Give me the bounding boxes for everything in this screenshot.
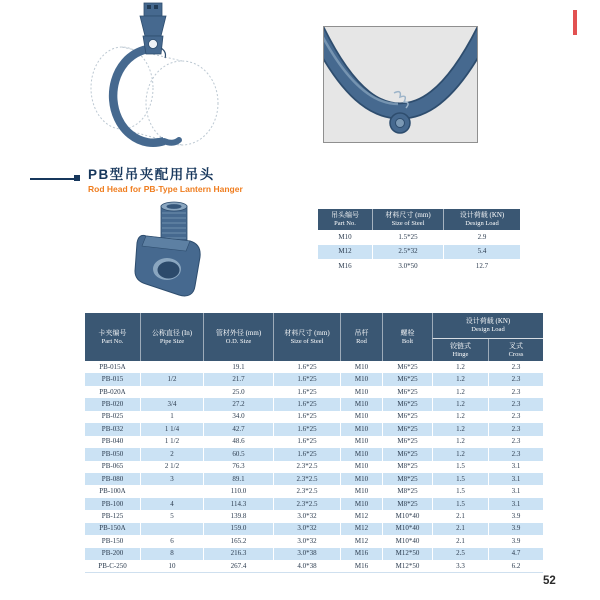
clamp-band-hook (164, 140, 179, 143)
table-cell: 1.2 (432, 386, 488, 398)
table-cell: 2.3 (488, 436, 543, 448)
table-cell: 1.2 (432, 411, 488, 423)
table-row (85, 373, 543, 385)
table-cell: 1.6*25 (273, 448, 340, 460)
table-cell: 89.1 (203, 473, 273, 485)
table-cell: 19.1 (203, 361, 273, 373)
rod-head-illustration (106, 200, 236, 302)
table-cell: M6*25 (382, 373, 432, 385)
table-row (85, 548, 543, 560)
table-cell: 165.2 (203, 535, 273, 547)
table-row (85, 423, 543, 435)
col-od-size: 管材外径 (mm) O.D. Size (203, 313, 273, 361)
table-row (85, 498, 543, 510)
table-cell: 76.3 (203, 461, 273, 473)
title-leader-dot (74, 175, 80, 181)
table-cell: M10 (340, 423, 382, 435)
table-cell: 1.2 (432, 373, 488, 385)
table-cell: 3.9 (488, 510, 543, 522)
table-row (85, 398, 543, 410)
table-cell: PB-040 (101, 437, 124, 446)
table-cell: 3.3 (432, 560, 488, 572)
table-cell: M10 (338, 232, 352, 241)
table-cell: 2.1 (432, 510, 488, 522)
table-cell: 139.8 (203, 510, 273, 522)
section-subtitle: Rod Head for PB-Type Lantern Hanger (88, 184, 243, 194)
table-cell: 60.5 (203, 448, 273, 460)
table-cell: M12 (318, 245, 372, 260)
table-row (85, 448, 543, 460)
table-cell: 1.2 (432, 423, 488, 435)
table-cell: PB-200 (85, 548, 140, 560)
table-cell: 2.3 (488, 398, 543, 410)
table-cell: M8*25 (382, 485, 432, 497)
table-cell: 34.0 (203, 411, 273, 423)
table-cell: 1.5*25 (372, 230, 443, 245)
table-cell: 1.6*25 (273, 386, 340, 398)
table-cell: M10 (340, 373, 382, 385)
table-cell: 1 1/2 (140, 436, 203, 448)
table-cell: M6*25 (382, 423, 432, 435)
table-cell: M6*25 (382, 398, 432, 410)
table-cell: M10 (340, 436, 382, 448)
table-cell: 1.5 (432, 498, 488, 510)
table-cell: 2.3 (488, 361, 543, 373)
table-cell: M6*25 (382, 361, 432, 373)
table-cell: M6*25 (382, 436, 432, 448)
table-cell: PB-C-250 (98, 561, 127, 570)
table-cell: 27.2 (203, 398, 273, 410)
table-cell: 1.6*25 (273, 361, 340, 373)
table-cell: 2.1 (432, 535, 488, 547)
table-cell: M10*40 (382, 523, 432, 535)
table-cell: 3.0*32 (273, 510, 340, 522)
table-row (85, 485, 543, 497)
table-row (85, 560, 543, 572)
table-row (85, 411, 543, 423)
table-cell: 3.0*32 (273, 535, 340, 547)
table-cell: PB-065 (101, 462, 124, 471)
table-cell: M8*25 (382, 461, 432, 473)
table-cell: 4.7 (488, 548, 543, 560)
table-cell: PB-150 (101, 536, 124, 545)
table-cell: 2.3*2.5 (273, 461, 340, 473)
table-cell: M10 (340, 361, 382, 373)
table-cell: 42.7 (203, 423, 273, 435)
table-cell: PB-125 (101, 511, 124, 520)
table-cell: M12*50 (382, 548, 432, 560)
table-cell: PB-032 (85, 423, 140, 435)
table-cell: M12*50 (382, 560, 432, 572)
band-detail-box (323, 26, 478, 143)
table-cell: M10 (340, 461, 382, 473)
table-cell: 159.0 (203, 523, 273, 535)
rod-head-spec-table (318, 209, 520, 274)
table-cell: PB-020A (99, 387, 126, 396)
table-cell: M10*40 (382, 510, 432, 522)
table-cell: 2 1/2 (140, 461, 203, 473)
table-cell: 3.1 (488, 461, 543, 473)
table-cell: 216.3 (203, 548, 273, 560)
table-cell: PB-150A (85, 523, 140, 535)
table-cell: M10 (340, 411, 382, 423)
table-cell: 2.9 (443, 230, 520, 245)
table-cell: 2.3 (488, 373, 543, 385)
table-cell: 10 (140, 560, 203, 572)
table-cell: 4 (140, 498, 203, 510)
col-bolt: 螺栓 Bolt (382, 313, 432, 361)
table-cell: M8*25 (382, 498, 432, 510)
table-cell: M10 (340, 485, 382, 497)
table-cell: 5.4 (443, 245, 520, 260)
table-cell: 110.0 (203, 485, 273, 497)
table-cell: 1.6*25 (273, 423, 340, 435)
table-cell: 6 (140, 535, 203, 547)
band-detail-illustration (324, 27, 477, 142)
table-cell: 1.2 (432, 398, 488, 410)
table-cell: 48.6 (203, 436, 273, 448)
table-cell: M16 (338, 261, 352, 270)
table-row (85, 523, 543, 535)
table-cell: PB-025 (101, 412, 124, 421)
table-cell: 267.4 (203, 560, 273, 572)
table-cell: 1.6*25 (273, 373, 340, 385)
table-cell: M16 (340, 560, 382, 572)
table-row (85, 436, 543, 448)
table-cell: 25.0 (203, 386, 273, 398)
table-cell: 2 (140, 448, 203, 460)
table-cell: PB-015 (85, 373, 140, 385)
table-cell: M12 (340, 510, 382, 522)
table-cell: 1/2 (140, 373, 203, 385)
col-size-of-steel: 材料尺寸 (mm) Size of Steel (372, 209, 443, 230)
rod-head-body (135, 235, 200, 296)
table-cell: 2.1 (432, 523, 488, 535)
table-cell: 1 1/4 (140, 423, 203, 435)
table-cell: PB-100 (85, 498, 140, 510)
col-rod: 吊杆 Rod (340, 313, 382, 361)
rod-head-spec-table-header (318, 209, 520, 230)
table-cell: M12 (340, 535, 382, 547)
table-cell (140, 523, 203, 535)
table-cell: M10 (340, 386, 382, 398)
table-cell: 1.2 (432, 361, 488, 373)
table-cell: 2.3 (488, 423, 543, 435)
table-cell: 2.3*2.5 (273, 473, 340, 485)
table-cell: 21.7 (203, 373, 273, 385)
table-cell: PB-080 (85, 473, 140, 485)
table-cell: 2.3*2.5 (273, 498, 340, 510)
table-cell: M6*25 (382, 448, 432, 460)
table-cell: 1.2 (432, 436, 488, 448)
table-row (318, 245, 520, 260)
table-cell: 3.9 (488, 535, 543, 547)
table-row (85, 361, 543, 373)
col-part-no: 卡夹编号 Part No. (85, 313, 140, 361)
table-cell: 1.6*25 (273, 436, 340, 448)
table-cell: 1.6*25 (273, 411, 340, 423)
table-cell: 4.0*38 (273, 560, 340, 572)
col-cross: 叉式 Cross (488, 339, 543, 361)
table-cell: M10 (340, 498, 382, 510)
table-cell: M6*25 (382, 386, 432, 398)
table-cell: 114.3 (203, 498, 273, 510)
table-cell: 1.6*25 (273, 398, 340, 410)
col-size-of-steel: 材料尺寸 (mm) Size of Steel (273, 313, 340, 361)
table-cell: 1.2 (432, 448, 488, 460)
table-row (85, 473, 543, 485)
table-cell: PB-100A (99, 487, 126, 496)
table-cell: 3.1 (488, 485, 543, 497)
table-cell: M10 (340, 398, 382, 410)
table-cell: 2.3 (488, 448, 543, 460)
page-number: 52 (543, 575, 556, 587)
col-design-load-group: 设计荷载 (KN) Design Load (432, 313, 543, 339)
table-cell: 1.5 (432, 473, 488, 485)
table-cell (140, 485, 203, 497)
col-design-load: 设计荷载 (KN) Design Load (443, 209, 520, 230)
section-title: PB型吊夹配用吊头 (88, 167, 215, 182)
table-cell: PB-050 (85, 448, 140, 460)
table-cell: M12 (340, 523, 382, 535)
table-row (85, 461, 543, 473)
table-cell: 3/4 (140, 398, 203, 410)
table-cell: 12.7 (443, 259, 520, 274)
table-cell: 2.3 (488, 386, 543, 398)
clamp-band (113, 49, 164, 143)
clamp-spec-table (85, 313, 543, 573)
table-cell: 1.5 (432, 485, 488, 497)
table-cell: 1.5 (432, 461, 488, 473)
col-hinge: 铰链式 Hinge (432, 339, 488, 361)
clamp-spec-table-header (85, 313, 543, 361)
table-cell: PB-015A (99, 362, 126, 371)
table-cell: 6.2 (488, 560, 543, 572)
table-cell: 3.0*38 (273, 548, 340, 560)
table-cell: M10*40 (382, 535, 432, 547)
table-cell: 2.3*2.5 (273, 485, 340, 497)
table-cell (140, 361, 203, 373)
pipe-clamp-illustration (80, 2, 230, 160)
table-cell: 3 (140, 473, 203, 485)
table-cell: 3.1 (488, 498, 543, 510)
col-pipe-size: 公称直径 (In) Pipe Size (140, 313, 203, 361)
table-cell: 8 (140, 548, 203, 560)
table-cell: 2.5*32 (372, 245, 443, 260)
clamp-spec-table-body (85, 361, 543, 572)
table-cell: PB-020 (85, 398, 140, 410)
table-cell: M6*25 (382, 411, 432, 423)
table-row (85, 510, 543, 522)
table-row (318, 230, 520, 245)
table-cell: 3.9 (488, 523, 543, 535)
table-cell: 2.5 (432, 548, 488, 560)
table-cell: M10 (340, 473, 382, 485)
table-cell: 1 (140, 411, 203, 423)
table-cell: 5 (140, 510, 203, 522)
table-row (85, 535, 543, 547)
threaded-stud (161, 202, 187, 240)
title-leader-line (30, 178, 74, 180)
table-cell (140, 386, 203, 398)
table-row (318, 259, 520, 274)
table-cell: M16 (340, 548, 382, 560)
table-cell: M10 (340, 448, 382, 460)
table-cell: 3.1 (488, 473, 543, 485)
table-cell: 3.0*50 (372, 259, 443, 274)
table-cell: M8*25 (382, 473, 432, 485)
col-part-no: 吊头编号 Part No. (318, 209, 372, 230)
page-edge-red-mark (573, 10, 577, 35)
table-cell: 2.3 (488, 411, 543, 423)
table-cell: 3.0*32 (273, 523, 340, 535)
table-row (85, 386, 543, 398)
rod-head-spec-table-body (318, 230, 520, 274)
